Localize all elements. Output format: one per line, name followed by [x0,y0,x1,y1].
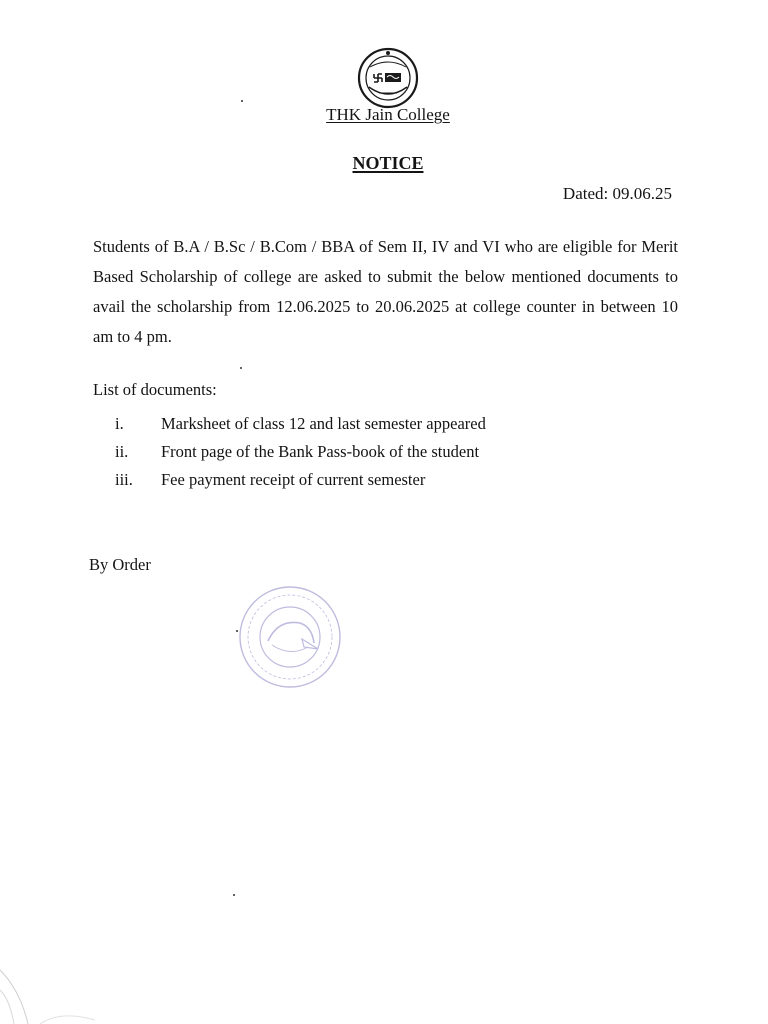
list-item-text: Fee payment receipt of current semester [161,470,426,489]
scan-speck [241,100,243,102]
college-name: THK Jain College [326,105,450,124]
corner-scribble [0,950,100,1024]
list-item [93,466,653,494]
list-item-text: Front page of the Bank Pass-book of the student [161,442,480,461]
list-item [93,438,653,466]
list-item-number: ii. [115,442,129,461]
scan-speck [240,367,242,369]
documents-list [93,410,653,494]
list-item-text: Marksheet of class 12 and last semester appeared [161,414,486,433]
notice-title: NOTICE [352,153,424,173]
documents-heading: List of documents: [93,380,217,399]
list-item-number: i. [115,414,124,433]
notice-body: Students of B.A / B.Sc / B.Com / BBA of Sem II, IV and VI who are eligible for Merit Based Scholarship of college are asked to submit the below mentioned documents to avail the scholarship from 12.06.2025 to 20.06.2025 at college counter in between 10 am to 4 pm. [93,237,678,346]
scan-speck [233,894,235,896]
scan-speck [236,630,238,632]
list-item [93,410,653,438]
list-item-number: iii. [115,470,133,489]
signoff: By Order [89,555,151,574]
college-emblem-icon [357,47,419,109]
office-seal-icon [230,583,350,691]
notice-date: Dated: 09.06.25 [562,184,672,203]
